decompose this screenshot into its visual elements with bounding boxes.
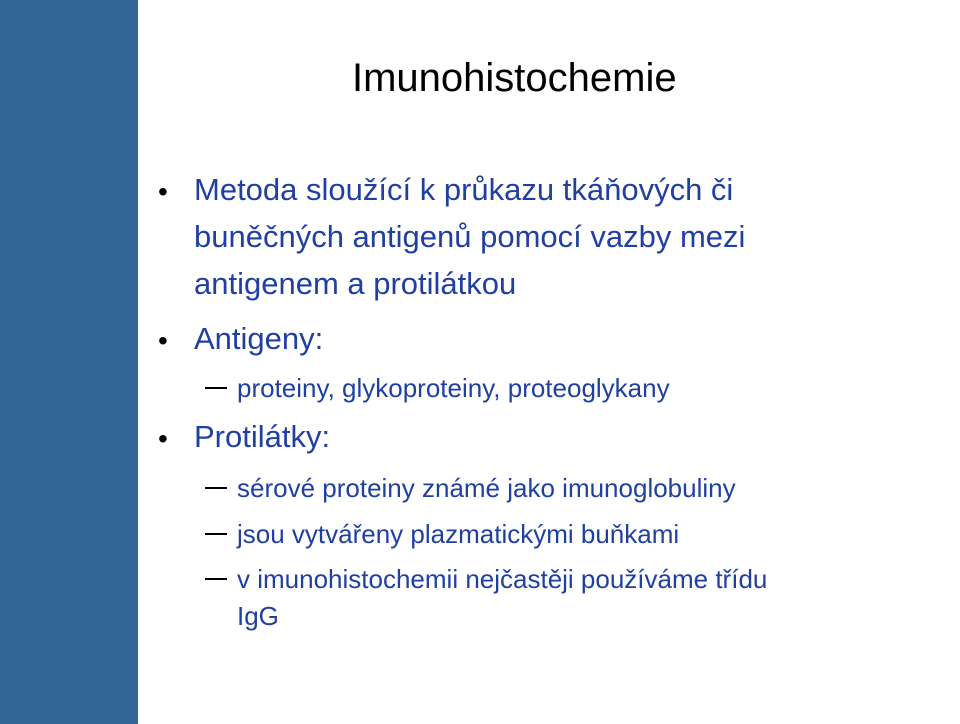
- sub-bullet-dash: [205, 578, 227, 580]
- bullet1-line2: buněčných antigenů pomocí vazby mezi: [194, 219, 746, 254]
- bullet-dot: •: [158, 325, 168, 356]
- bullet2-label: Antigeny:: [194, 321, 324, 356]
- sub-bullet-dash: [205, 387, 227, 389]
- bullet3-sub2: jsou vytvářeny plazmatickými buňkami: [237, 519, 680, 549]
- bullet3-label: Protilátky:: [194, 419, 331, 454]
- bullet2-sub1: proteiny, glykoproteiny, proteoglykany: [237, 373, 670, 403]
- bullet3-sub1: sérové proteiny známé jako imunoglobuliny: [237, 473, 736, 503]
- bullet-dot: •: [158, 176, 168, 207]
- slide-title: Imunohistochemie: [352, 56, 677, 100]
- bullet1-line3: antigenem a protilátkou: [194, 266, 517, 301]
- sub-bullet-dash: [205, 487, 227, 489]
- bullet-dot: •: [158, 423, 168, 454]
- bullet3-sub3-line2: IgG: [237, 601, 279, 631]
- bullet1-line1: Metoda sloužící k průkazu tkáňových či: [194, 172, 734, 207]
- sub-bullet-dash: [205, 533, 227, 535]
- bullet3-sub3-line1: v imunohistochemii nejčastěji používáme třídu: [237, 564, 768, 594]
